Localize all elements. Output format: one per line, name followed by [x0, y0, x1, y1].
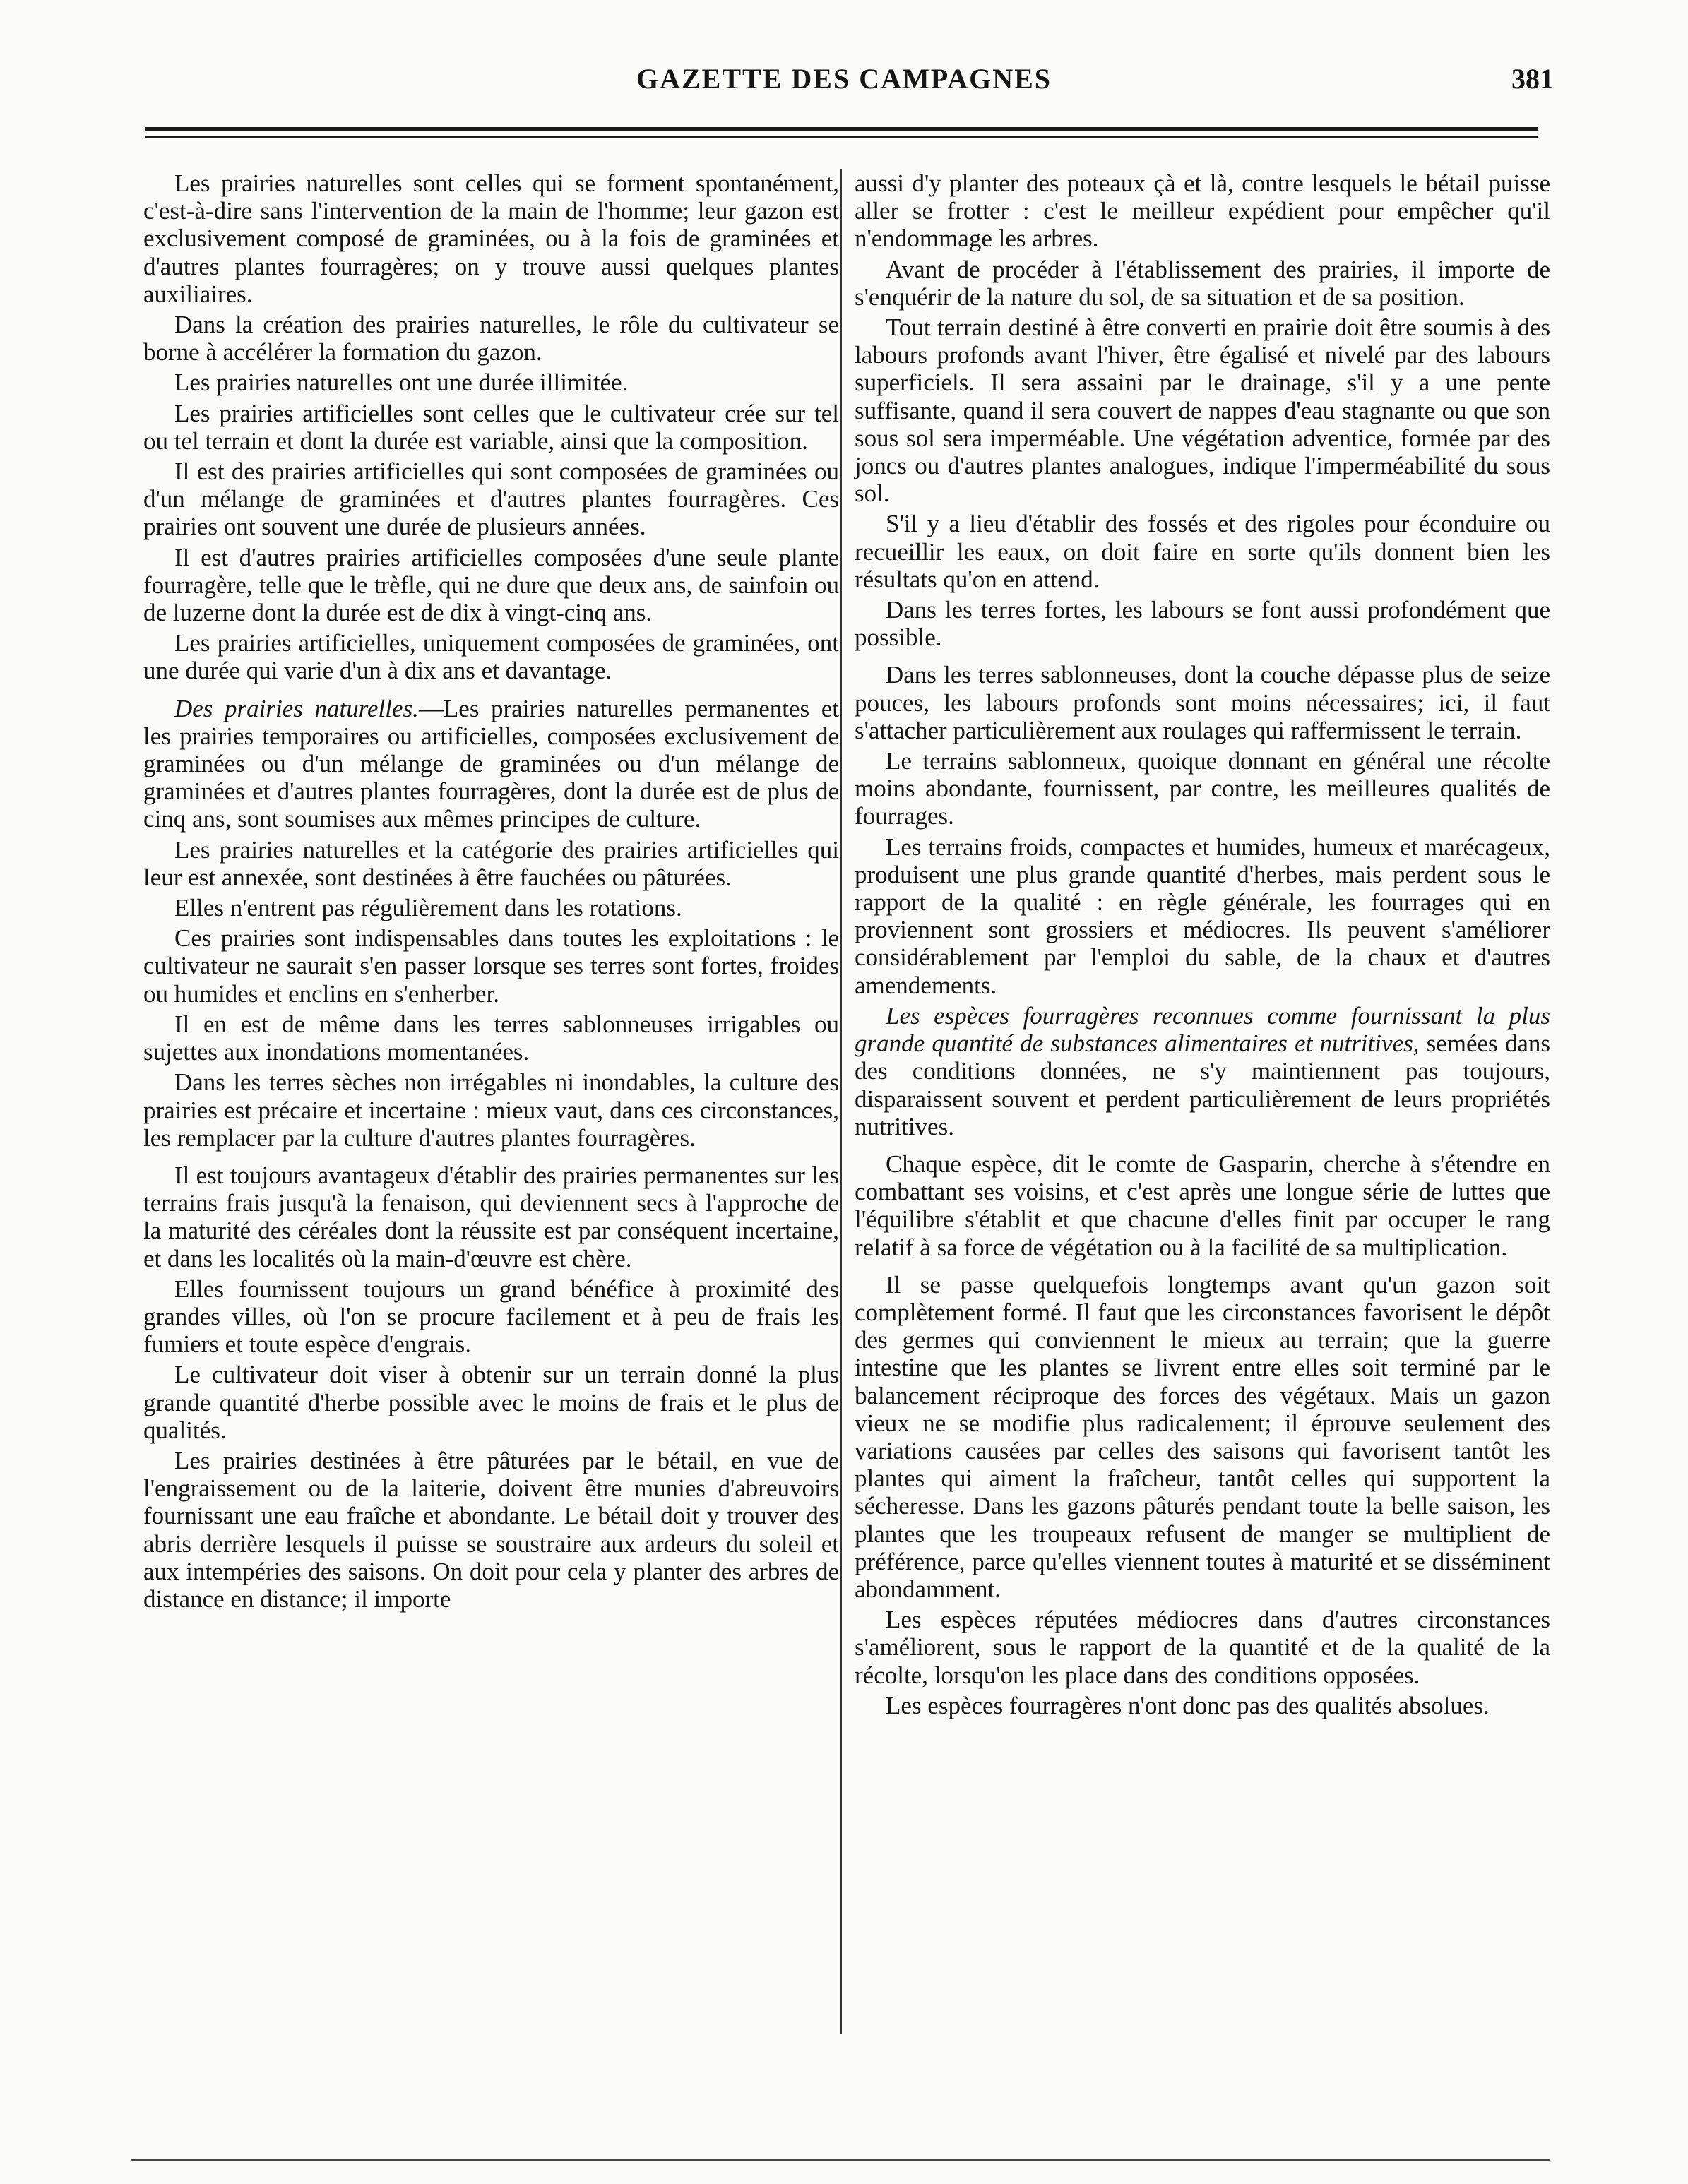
- paragraph: Il est toujours avantageux d'établir des prairies permanentes sur les terrains frais jusqu'à la fenaison, qui deviennent secs à l'approche de la maturité des céréales dont la réussite est par conséquent incertaine, et dans les localités où la main-d'œuvre est chère.: [143, 1161, 839, 1272]
- header-rule-thick: [145, 127, 1538, 131]
- paragraph: S'il y a lieu d'établir des fossés et des rigoles pour éconduire ou recueillir les eaux, on doit faire en sorte qu'ils donnent bien les résultats qu'on en attend.: [855, 510, 1550, 593]
- paragraph: Les prairies artificielles, uniquement composées de graminées, ont une durée qui varie d'un à dix ans et davantage.: [143, 629, 839, 685]
- paragraph: Les prairies naturelles et la catégorie des prairies artificielles qui leur est annexée, sont destinées à être fauchées ou pâturées.: [143, 835, 839, 891]
- section-lead: Des prairies naturelles.: [174, 694, 419, 722]
- paragraph: Des prairies naturelles.—Les prairies naturelles permanentes et les prairies temporaires ou artificielles, composées exclusivement de graminées ou d'un mélange de graminées ou d'un mélange de graminées et d'autres plantes fourragères, dont la durée est de plus de cinq ans, sont soumises aux mêmes principes de culture.: [143, 694, 839, 833]
- paragraph: Les prairies naturelles ont une durée illimitée.: [174, 369, 629, 397]
- column-divider: [840, 169, 842, 2034]
- paragraph: Ces prairies sont indispensables dans toutes les exploitations : le cultivateur ne saurait s'en passer lorsque ses terres sont fortes, froides ou humides et enclins en s'enherber.: [143, 924, 839, 1008]
- paragraph: Il est d'autres prairies artificielles composées d'une seule plante fourragère, telle que le trèfle, qui ne dure que deux ans, de sainfoin ou de luzerne dont la durée est de dix à vingt-cinq ans.: [143, 543, 839, 627]
- paragraph: Les prairies destinées à être pâturées par le bétail, en vue de l'engraissement ou de la laiterie, doivent être munies d'abreuvoirs fournissant une eau fraîche et abondante. Le bétail doit y trouver des abris derrière lesquels il puisse se soustraire aux ardeurs du soleil et aux intempéries des saisons. On doit pour cela y planter des arbres de distance en distance; il importe: [143, 1446, 839, 1613]
- paragraph: Le terrains sablonneux, quoique donnant en général une récolte moins abondante, fournissent, par contre, les meilleures qualités de fourrages.: [855, 747, 1550, 830]
- paragraph: Les espèces fourragères n'ont donc pas des qualités absolues.: [886, 1691, 1490, 1719]
- paragraph: Tout terrain destiné à être converti en prairie doit être soumis à des labours profonds avant l'hiver, être égalisé et nivelé par des labours superficiels. Il sera assaini par le drainage, s'il y a une pente suffisante, quand il sera couvert de nappes d'eau stagnante ou que son sous sol sera imperméable. Une végétation adventice, formée par des joncs ou d'autres plantes analogues, indique l'imperméabilité du sous sol.: [855, 314, 1550, 508]
- paragraph: Les terrains froids, compactes et humides, humeux et marécageux, produisent une plus grande quantité d'herbes, mais perdent sous le rapport de la qualité : en règle générale, les fourrages qui en proviennent sont grossiers et médiocres. Ils peuvent s'améliorer considérablement par l'emploi du sable, de la chaux et d'autres amendements.: [855, 833, 1550, 999]
- paragraph: Chaque espèce, dit le comte de Gasparin, cherche à s'étendre en combattant ses voisins, et c'est après une longue série de luttes que l'équilibre s'établit et que chacune d'elles finit par occuper le rang relatif à sa force de végétation ou à la facilité de sa multiplication.: [855, 1150, 1550, 1261]
- paragraph: Les prairies naturelles sont celles qui se forment spontanément, c'est-à-dire sans l'intervention de la main de l'homme; leur gazon est exclusivement composé de graminées, ou à la fois de graminées et d'autres plantes fourragères; on y trouve aussi quelques plantes auxiliaires.: [143, 169, 839, 308]
- paragraph: Les espèces réputées médiocres dans d'autres circonstances s'améliorent, sous le rapport de la quantité et de la qualité de la récolte, lorsqu'on les place dans des conditions opposées.: [855, 1606, 1550, 1689]
- footer-rule: [131, 2159, 1550, 2161]
- paragraph: Avant de procéder à l'établissement des prairies, il importe de s'enquérir de la nature du sol, de sa situation et de sa position.: [855, 255, 1550, 311]
- header-rule-thin: [145, 136, 1538, 138]
- paragraph: aussi d'y planter des poteaux çà et là, contre lesquels le bétail puisse aller se frotter : c'est le meilleur expédient pour empêcher qu'il n'endommage les arbres.: [855, 169, 1550, 253]
- paragraph: Il est des prairies artificielles qui sont composées de graminées ou d'un mélange de graminées et d'autres plantes fourragères. Ces prairies ont souvent une durée de plusieurs années.: [143, 458, 839, 541]
- paragraph: Elles n'entrent pas régulièrement dans les rotations.: [174, 894, 682, 922]
- paragraph: Elles fournissent toujours un grand bénéfice à proximité des grandes villes, où l'on se procure facilement et à peu de frais les fumiers et toute espèce d'engrais.: [143, 1275, 839, 1359]
- paragraph: Les prairies artificielles sont celles que le cultivateur crée sur tel ou tel terrain et dont la durée est variable, ainsi que la composition.: [143, 399, 839, 455]
- running-title: GAZETTE DES CAMPAGNES: [636, 63, 1052, 95]
- paragraph: Il se passe quelquefois longtemps avant qu'un gazon soit complètement formé. Il faut que les circonstances favorisent le dépôt des germes qui conviennent le mieux au terrain; que la guerre intestine que les plantes se livrent entre elles soit terminé par le balancement réciproque des forces des végétaux. Mais un gazon vieux ne se modifie plus radicalement; il éprouve seulement des variations causées par celles des saisons qui favorisent tantôt les plantes qui aiment la fraîcheur, tantôt celles qui supportent la sécheresse. Dans les gazons pâturés pendant toute la belle saison, les plantes que les troupeaux refusent de manger se multiplient de préférence, parce qu'elles viennent toutes à maturité et se disséminent abondamment.: [855, 1270, 1550, 1603]
- right-column: [855, 169, 1550, 1722]
- paragraph: Dans la création des prairies naturelles, le rôle du cultivateur se borne à accélérer la formation du gazon.: [143, 311, 839, 366]
- paragraph: Dans les terres fortes, les labours se font aussi profondément que possible.: [855, 596, 1550, 652]
- paragraph: Dans les terres sablonneuses, dont la couche dépasse plus de seize pouces, les labours profonds sont moins nécessaires; ici, il faut s'attacher particulièrement aux roulages qui raffermissent le terrain.: [855, 661, 1550, 744]
- paragraph: Les espèces fourragères reconnues comme fournissant la plus grande quantité de substances alimentaires et nutritives, semées dans des conditions données, ne s'y maintiennent pas toujours, disparaissent souvent et perdent particulièrement de leurs propriétés nutritives.: [855, 1001, 1550, 1140]
- page-number: 381: [1511, 63, 1554, 95]
- paragraph: Le cultivateur doit viser à obtenir sur un terrain donné la plus grande quantité d'herbe possible avec le moins de frais et le plus de qualités.: [143, 1361, 839, 1444]
- paragraph: Dans les terres sèches non irrégables ni inondables, la culture des prairies est précaire et incertaine : mieux vaut, dans ces circonstances, les remplacer par la culture d'autres plantes fourragères.: [143, 1068, 839, 1152]
- section-lead: Les espèces fourragères reconnues comme fournissant la plus grande quantité de substances alimentaires et nutritives,: [855, 1001, 1550, 1058]
- left-column: [143, 169, 839, 1616]
- paragraph: Il en est de même dans les terres sablonneuses irrigables ou sujettes aux inondations momentanées.: [143, 1010, 839, 1066]
